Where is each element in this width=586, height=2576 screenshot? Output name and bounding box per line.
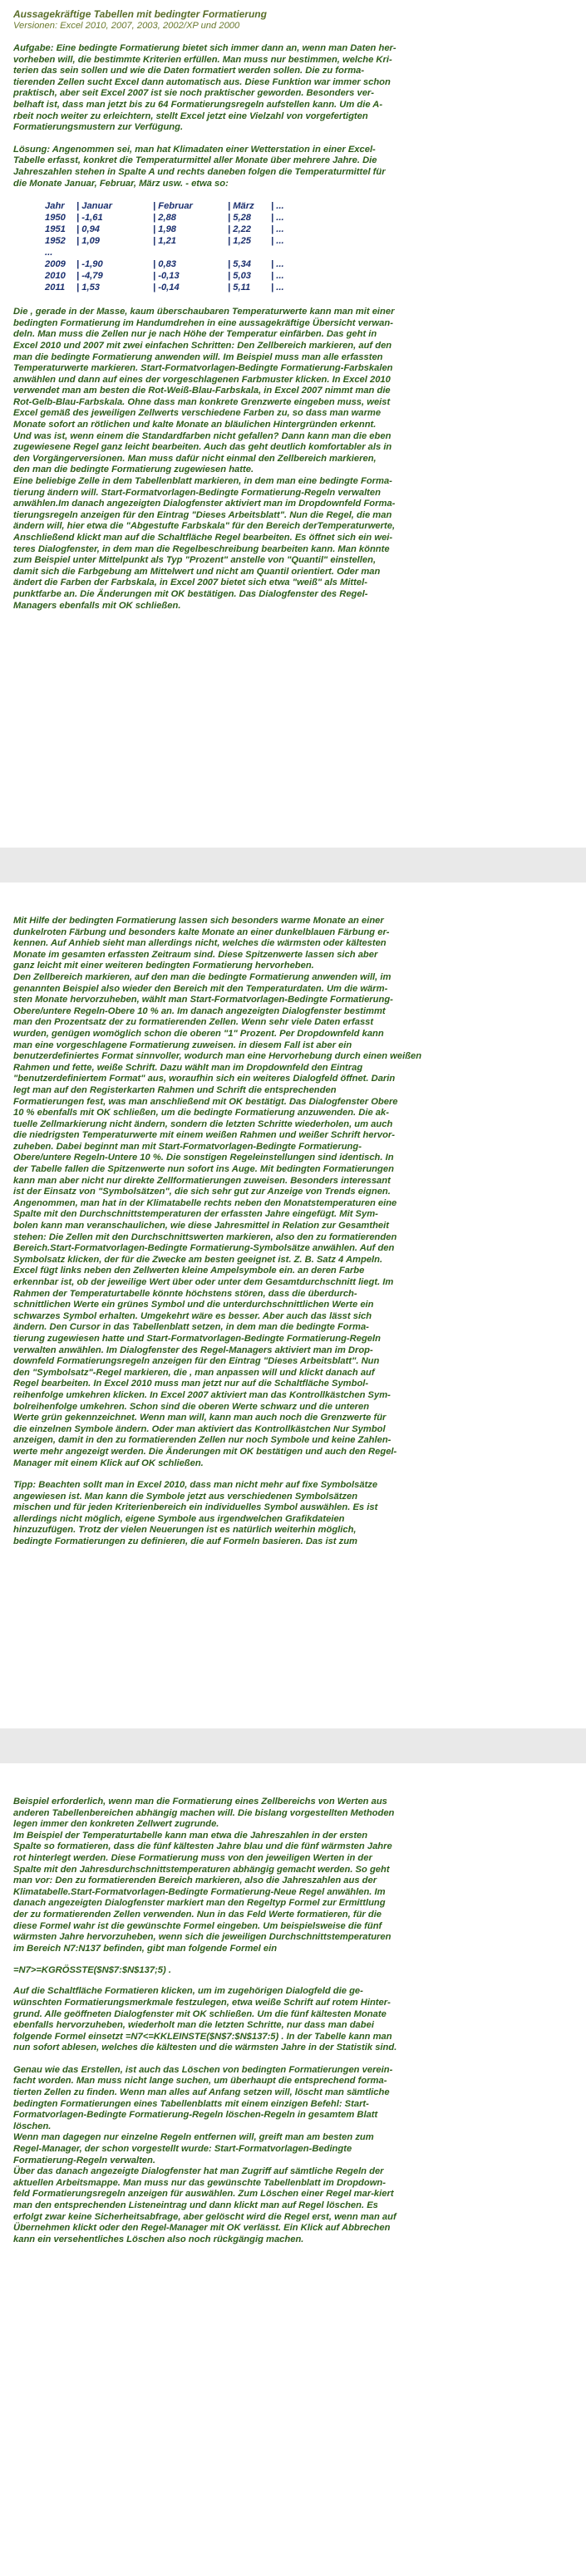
table-cell: | 1,21 [153, 236, 177, 247]
table-cell: | -1,90 [76, 259, 103, 270]
table-cell: | 5,03 [228, 271, 252, 282]
document-title: Aussagekräftige Tabellen mit bedingter Formatierung [13, 8, 267, 20]
table-cell [153, 247, 228, 258]
paragraph-tipp: Tipp: Beachten sollt man in Excel 2010, dass man nicht mehr auf fixe Symbolsätze angewiesen ist. Man kann die Symbole jetzt aus verschiedenen Symbolsätzen mischen und für jeden Kriterienbereich ein individuelles Symbol auswählen. Es ist allerdings nicht möglich, eigene Symbole aus irgendwelchen Grafikdateien hinzuzufügen. Trotz der vielen Neuerungen ist es natürlich weiterhin möglich, bedingte Formatierungen zu definieren, die auf Formeln basieren. Das ist zum [13, 1480, 378, 1547]
header-cell: | März [228, 201, 254, 212]
paragraph-genau: Genau wie das Erstellen, ist auch das Löschen von bedingten Formatierungen verein- facht worden. Man muss nicht lange suchen, um überhaupt die entsprechend forma- tierten Zellen zu finden. Wenn man alles auf Anfang setzen will, löscht man sämtliche bedingten Formatierungen eines Tabellenblatts mit einem einzigen Befehl: Start- Formatvorlagen-Bedingte Formatierung-Regeln löschen-Regeln in gesamtem Blatt löschen. Wenn man dagegen nur einzelne Regeln entfernen will, greift man am besten zum Regel-Manager, der schon vorgestellt wurde: Start-Formatvorlagen-Bedingte Formatierung-Regeln verwalten. Über das danach angezeigte Dialogfenster hat man Zugriff auf sämtliche Regeln der aktuellen Arbeitsmappe. Man muss nur das gewünschte Tabellenblatt im Dropdown- feld Formatierungsregeln anzeigen für auswählen. Zum Löschen einer Regel mar-kiert man den entsprechenden Listeneintrag und dann klickt man auf Regel löschen. Es erfolgt zwar keine Sicherheitsabfrage, aber gelöscht wird die Regel erst, wenn man auf Übernehmen klickt oder den Regel-Manager mit OK verlässt. Ein Klick auf Abbrechen kann ein versehentliches Löschen also noch rückgängig machen. [13, 2064, 396, 2244]
header-cell: | Januar [76, 201, 112, 212]
table-cell: | 5,11 [228, 283, 251, 293]
table-cell: | ... [271, 259, 284, 270]
paragraph-beispiel: Beispiel erforderlich, wenn man die Formatierung eines Zellbereichs von Werten aus anderen Tabellenbereichen abhängig machen will. Die bislang vorgestellten Methoden legen immer den konkreten Zellwert zugrunde. Im Beispiel der Temperaturtabelle kann man etwa die Jahreszahlen in der ersten Spalte so formatieren, dass die fünf kältesten Jahre blau und die fünf wärmsten Jahre rot hinterlegt werden. Diese Formatierung muss von den jeweiligen Werten in der Spalte mit den Jahresdurchschnittstemperaturen abhängig gemacht werden. So geht man vor: Den zu formatierenden Bereich markieren, also die Jahreszahlen aus der Klimatabelle.Start-Formatvorlagen-Bedingte Formatierung-Neue Regel anwählen. Im danach angezeigten Dialogfenster markiert man den Regeltyp Formel zur Ermittlung der zu formatierenden Zellen verwenden. Nun in das Feld Werte formatieren, für die diese Formel wahr ist die gewünschte Formel eingeben. Um beispielsweise die fünf wärmsten Jahre hervorzuheben, wenn sich die jeweiligen Durchschnittstemperaturen im Bereich N7:N137 befinden, gibt man folgende Formel ein [13, 1797, 395, 1954]
page-3 [0, 1763, 586, 2576]
table-cell: | ... [271, 224, 284, 235]
table-cell: | ... [271, 283, 284, 293]
table-header-row [45, 200, 288, 212]
table-cell: 2011 [45, 283, 66, 293]
paragraph-auf-die: Auf die Schaltfläche Formatieren klicken, um im zugehörigen Dialogfeld die ge- wünschten Formatierungsmerkmale festzulegen, etwa weiße Schrift auf rotem Hinter- grund. Alle geöffneten Dialogfenster mit OK schließen. Um die fünf kältesten Monate ebenfalls hervorzuheben, wiederholt man die letzten Schritte, nur dass man dabei folgende Formel einsetzt =N7<=KKLEINSTE($N$7:$N$137:5) . In der Tabelle kann man nun sofort ablesen, welches die kältesten und die wärmsten Jahre in der Statistik sind. [13, 1986, 397, 2053]
table-cell: 1950 [45, 213, 66, 224]
table-row [45, 282, 288, 293]
header-cell: | Februar [153, 201, 193, 212]
table-cell: 2009 [45, 259, 66, 270]
paragraph-mit-hilfe: Mit Hilfe der bedingten Formatierung lassen sich besonders warme Monate an einer dunkelroten Färbung und besonders kalte Monate an einer dunkelblauen Färbung er- kennen. Auf Anhieb sieht man allerdings nicht, welches die wärmsten oder kältesten Monate im gesamten erfassten Zeitraum sind. Diese Spitzenwerte lassen sich aber ganz leicht mit einer weiteren bedingten Formatierung hervorheben. Den Zellbereich markieren, auf den man die bedingte Formatierung anwenden will, im genannten Beispiel also wieder den Bereich mit den Temperaturdaten. Um die wärm- sten Monate hervorzuheben, wählt man Start-Formatvorlagen-Bedingte Formatierung- Obere/untere Regeln-Obere 10 % an. Im danach angezeigten Dialogfenster bestimmt man den Prozentsatz der zu formatierenden Zellen. Wenn sehr viele Daten erfasst wurden, genügen womöglich schon die oberen "1" Prozent. Per Dropdownfeld kann man eine vorgeschlagene Formatierung zuweisen. in diesem Fall ist aber ein benutzerdefiniertes Format sinnvoller, wodurch man eine Hervorhebung durch einen weißen Rahmen und fette, weiße Schrift. Dazu wählt man im Dropdownfeld den Eintrag "benutzerdefiniertem Format" aus, woraufhin sich ein weiteres Dialogfeld öffnet. Darin legt man auf den Registerkarten Rahmen und Schrift die entsprechenden Formatierungen fest, was man anschließend mit OK bestätigt. Das Dialogfenster Obere 10 % ebenfalls mit OK schließen, um die bedingte Formatierung anzuwenden. Die ak- tuelle Zellmarkierung nicht ändern, sondern die letzten Schritte wiederholen, um auch die niedrigsten Temperaturwerte mit einem weißen Rahmen und weißer Schrift hervor- zuheben. Dabei beginnt man mit Start-Formatvorlagen-Bedingte Formatierung- Obere/untere Regeln-Untere 10 %. Die sonstigen Regeleinstellungen sind identisch. In der Tabelle fallen die Spitzenwerte nun sofort ins Auge. Mit bedingten Formatierungen kann man aber nicht nur direkte Zellformatierungen zuweisen. Besonders interessant ist der Einsatz von "Symbolsätzen", die sich sehr gut zur Anzeige von Trends eignen. Angenommen, man hat in der Klimatabelle rechts neben den Monatstemperaturen eine Spalte mit den Durchschnittstemperaturen der erfassten Jahre eingefügt. Mit Sym- bolen kann man veranschaulichen, wie diese Jahresmittel in Relation zur Gesamtheit stehen: Die Zellen mit den Durchschnittswerten markieren, also den zu formatierenden Bereich.Start-Formatvorlagen-Bedingte Formatierung-Symbolsätze anwählen. Auf den Symbolsatz klicken, der für die Zwecke am besten geeignet ist. Z. B. Satz 4 Ampeln. Excel fügt links neben den Zellwerten kleine Ampelsymbole ein. an deren Farbe erkennbar ist, ob der jeweilige Wert über oder unter dem Gesamtdurchschnitt liegt. Im Rahmen der Temperaturtabelle könnte höchstens stören, dass die überdurch- schnittlichen Werte ein grünes Symbol und die unterdurchschnittlichen Werte ein schwarzes Symbol erhalten. Umgekehrt wäre es besser. Aber auch das lässt sich ändern. Den Cursor in das Tabellenblatt setzen, in dem man die bedingte Forma- tierung zugewiesen hatte und Start-Formatvorlagen-Bedingte Formatierung-Regeln verwalten anwählen. Im Dialogfenster des Regel-Managers aktiviert man im Drop- downfeld Formatierungsregeln anzeigen für den Eintrag "Dieses Arbeitsblatt". Nun den "Symbolsatz"-Regel markieren, die , man anpassen will und klickt danach auf Regel bearbeiten. In Excel 2010 muss man jetzt nur auf die Schaltfläche Symbol- reihenfolge umkehren klicken. In Excel 2007 aktiviert man das Kontrollkästchen Sym- bolreihenfolge umkehren. Schon sind die oberen Werte schwarz und die unteren Werte grün gekennzeichnet. Wenn man will, kann man auch noch die Grenzwerte für die einzelnen Symbole ändern. Oder man aktiviert das Kontrollkästchen Nur Symbol anzeigen, damit in den zu formatierenden Zellen nur noch Symbole und keine Zahlen- werte mehr angezeigt werden. Die Änderungen mit OK bestätigen und auch den Regel- Manager mit einem Klick auf OK schließen. [13, 916, 422, 1468]
table-cell: | 1,09 [76, 236, 101, 247]
table-cell: | 2,22 [228, 224, 252, 235]
table-cell [271, 247, 288, 258]
document-versions: Versionen: Excel 2010, 2007, 2003, 2002/XP und 2000 [13, 21, 240, 31]
table-row [45, 258, 288, 270]
table-row [45, 212, 288, 224]
paragraph-die: Die , gerade in der Masse, kaum überschaubaren Temperaturwerte kann man mit einer bedingten Formatierung im Handumdrehen in eine aussagekräftige Übersicht verwan- deln. Man muss die Zellen nur je nach Höhe der Temperatur einfärben. Das geht in Excel 2010 und 2007 mit zwei einfachen Schritten: Den Zellbereich markieren, auf den man die bedingte Formatierung anwenden will. Im Beispiel muss man alle erfassten Temperaturwerte markieren. Start-Formatvorlagen-Bedingte Formatierung-Farbskalen anwählen und dann auf eines der vorgeschlagenen Farbmuster klicken. In Excel 2010 verwendet man am besten die Rot-Weiß-Blau-Farbskala, in Excel 2007 nimmt man die Rot-Gelb-Blau-Farbskala. Ohne dass man konkrete Grenzwerte eingeben muss, weist Excel gemäß des jeweiligen Zellwerts verschiedene Farben zu, so dass man warme Monate sofort an rötlichen und kalte Monate an bläulichen Hintergründen erkennt. Und was ist, wenn einem die Standardfarben nicht gefallen? Dann kann man die eben zugewiesene Regel ganz leicht bearbeiten. Auch das geht deutlich komfortabler als in den Vorgängerversionen. Man muss dafür nicht einmal den Zellbereich markieren, den man die bedingte Formatierung zugewiesen hatte. Eine beliebige Zelle in dem Tabellenblatt markieren, in dem man eine bedingte Forma- tierung ändern will. Start-Formatvorlagen-Bedingte Formatierung-Regeln verwalten anwählen.Im danach angezeigten Dialogfenster aktiviert man im Dropdownfeld Forma- tierungsregeln anzeigen für den Eintrag "Dieses Arbeitsblatt". Nun die Regel, die man ändern will, hier etwa die "Abgestufte Farbskala" für den Bereich derTemperaturwerte, Anschließend klickt man auf die Schaltfläche Regel bearbeiten. Es öffnet sich ein wei- teres Dialogfenster, in dem man die Regelbeschreibung bearbeiten kann. Man könnte zum Beispiel unter Mittelpunkt als Typ "Prozent" anstelle von "Quantil" einstellen, damit sich die Farbgebung am Mittelwert und nicht am Quantil orientiert. Oder man ändert die Farben der Farbskala, in Excel 2007 bietet sich etwa "weiß" als Mittel- punktfarbe an. Die Änderungen mit OK bestätigen. Das Dialogfenster des Regel- Managers ebenfalls mit OK schließen. [13, 307, 396, 611]
page-1 [0, 0, 586, 848]
table-cell: | -0,14 [153, 283, 180, 293]
table-row [45, 270, 288, 282]
table-cell: | 1,25 [228, 236, 252, 247]
header-cell: | ... [271, 201, 284, 212]
table-row [45, 224, 288, 235]
header-cell: Jahr [45, 201, 65, 212]
page-2 [0, 882, 586, 1728]
table-cell: | 2,88 [153, 213, 177, 224]
table-cell: | -0,13 [153, 271, 180, 282]
temperature-table [45, 200, 288, 293]
table-cell: 1951 [45, 224, 66, 235]
table-cell: ... [45, 248, 53, 258]
table-cell [76, 247, 153, 258]
table-cell: | 0,94 [76, 224, 101, 235]
table-cell: | 0,83 [153, 259, 177, 270]
table-row [45, 235, 288, 247]
table-cell: | -4,79 [76, 271, 103, 282]
paragraph-aufgabe: Aufgabe: Eine bedingte Formatierung bietet sich immer dann an, wenn man Daten her- vorheben will, die bestimmte Kriterien erfüllen. Man muss nur bestimmen, welche Kri- terien das sein sollen und wie die Daten formatiert werden sollen. Die zu forma- tierenden Zellen sucht Excel dann automatisch aus. Diese Funktion war immer schon praktisch, aber seit Excel 2007 ist sie noch praktischer geworden. Besonders ver- belhaft ist, dass man jetzt bis zu 64 Formatierungsregeln aufstellen kann. Um die A- rbeit noch weiter zu erleichtern, stellt Excel jetzt eine Vielzahl von vorgefertigten Formatierungsmustern zur Verfügung. [13, 43, 396, 133]
table-cell [228, 247, 271, 258]
table-cell: | -1,61 [76, 213, 103, 224]
table-cell: | ... [271, 271, 284, 282]
table-cell: | ... [271, 213, 284, 224]
table-cell: | 5,28 [228, 213, 252, 224]
table-cell: 2010 [45, 271, 66, 282]
paragraph-loesung: Lösung: Angenommen sei, man hat Klimadaten einer Wetterstation in einer Excel- Tabelle erfasst, konkret die Temperaturmittel aller Monate über mehrere Jahre. Die Jahreszahlen stehen in Spalte A und rechts daneben folgen die Temperaturmittel für die Monate Januar, Februar, März usw. - etwa so: [13, 144, 386, 189]
table-cell: | ... [271, 236, 284, 247]
table-cell: 1952 [45, 236, 66, 247]
table-cell: | 1,53 [76, 283, 101, 293]
table-cell: | 5,34 [228, 259, 252, 270]
formula: =N7>=KGRÖSSTE($N$7:$N$137;5) . [13, 1965, 171, 1976]
table-row [45, 247, 288, 258]
table-cell: | 1,98 [153, 224, 177, 235]
